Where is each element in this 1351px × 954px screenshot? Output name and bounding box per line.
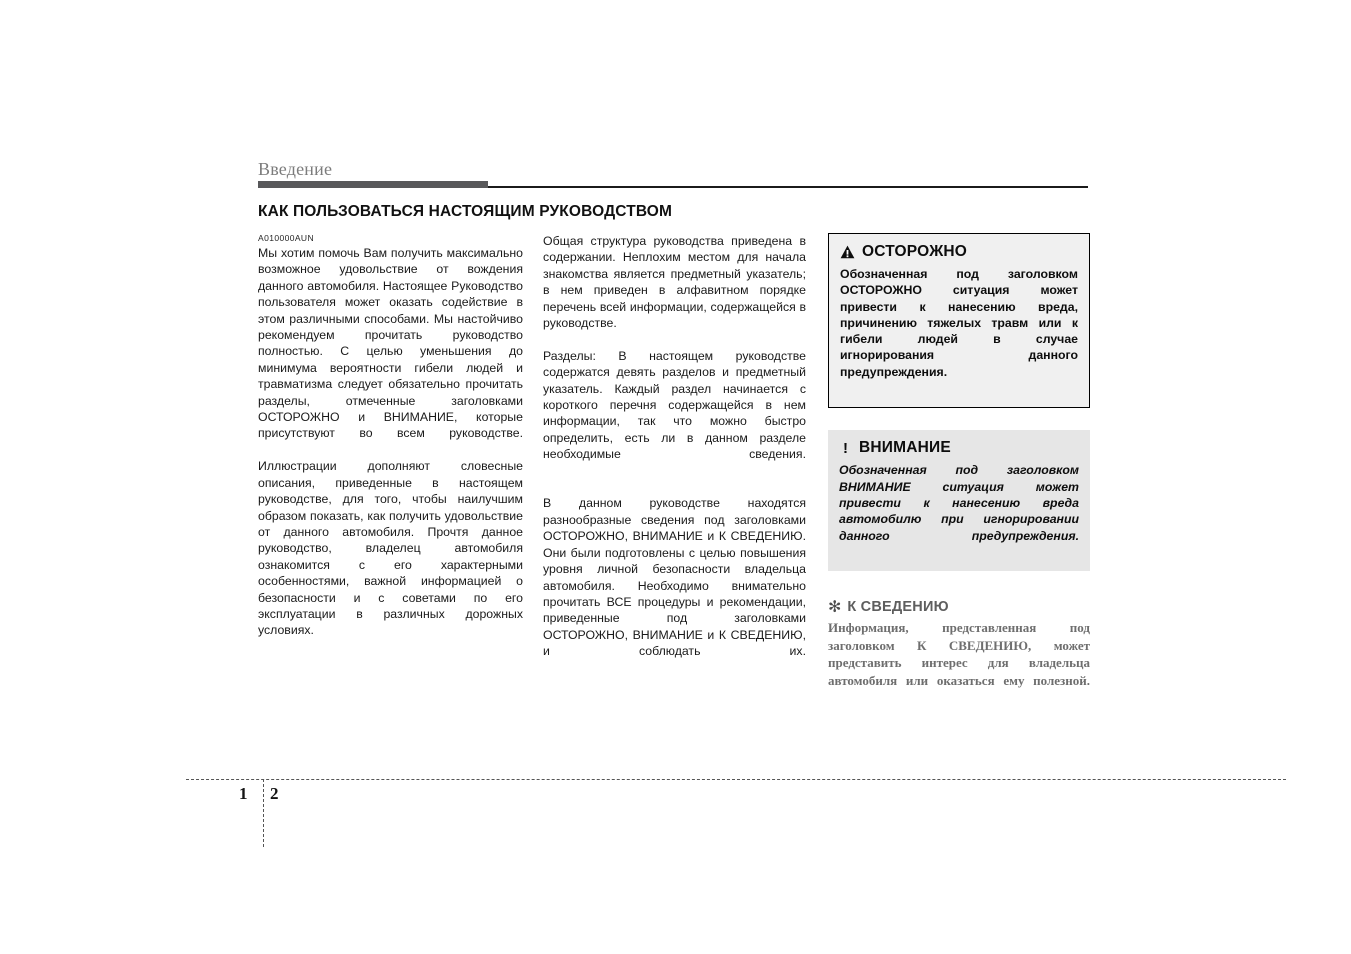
header-rule-thick [258, 181, 488, 188]
header-rule-thin [488, 186, 1088, 188]
warning-box [828, 233, 1090, 408]
page-title: КАК ПОЛЬЗОВАТЬСЯ НАСТОЯЩИМ РУКОВОДСТВОМ [258, 203, 673, 220]
warning-triangle-icon [840, 245, 855, 259]
paragraph: Общая структура руководства приведена в содержании. Неплохим местом для начала знакомства является предметный указатель; в нем приведен в алфавитном порядке перечень всей информации, содержащейся в руководстве. [543, 234, 806, 331]
note-block-header [828, 599, 1090, 615]
exclamation-glyph: ! [843, 440, 848, 458]
caution-box-body: Обозначенная под заголовком ВНИМАНИЕ ситуация может привести к нанесению вреда автомобилю при игнорировании данного предупреждения. [839, 463, 1079, 543]
paragraph: Мы хотим помочь Вам получить максимально возможное удовольствие от вождения данного автомобиля. Настоящее Руководство пользователя может оказать содействие в этом различными способами. Мы настойчиво рекомендуем прочитать руководство полностью. С целью уменьшения до минимума вероятности гибели людей и травматизма следует обязательно прочитать разделы, отмеченные заголовками ОСТОРОЖНО и ВНИМАНИЕ, которые присутствуют во всем руководстве. [258, 246, 523, 441]
note-block-body: Информация, представленная под заголовком К СВЕДЕНИЮ, может представить интерес для владельца автомобиля или оказаться ему полезной. [828, 620, 1090, 688]
paragraph: Разделы: В настоящем руководстве содержатся девять разделов и предметный указатель. Каждый раздел начинается с короткого перечня содержащейся в нем информации, так что можно быстро определить, есть ли в данном разделе необходимые сведения. [543, 348, 806, 462]
paragraph-spacer [543, 479, 806, 495]
notice-column [828, 233, 1090, 707]
warning-box-header [840, 243, 1078, 261]
exclamation-mark-icon [839, 440, 852, 456]
text-column-2 [543, 233, 806, 676]
paragraph: Иллюстрации дополняют словесные описания, приведенные в настоящем руководстве, для того, чтобы наилучшим образом показать, как получить удовольствие от данного автомобиля. Прочтя данное руководство, владелец автомобиля ознакомится с его характерными особенностями, важной информацией о безопасности и с советами по его эксплуатации в различных дорожных условиях. [258, 459, 523, 638]
caution-box-header [839, 439, 1079, 457]
section-header: Введение [258, 159, 333, 179]
page-number: 2 [270, 784, 279, 803]
text-column-1 [258, 233, 523, 655]
caution-box [828, 430, 1090, 571]
footer-vertical-rule [263, 779, 264, 847]
paragraph: В данном руководстве находятся разнообразные сведения под заголовками ОСТОРОЖНО, ВНИМАНИЕ и К СВЕДЕНИЮ. Они были подготовлены с целью повышения уровня личной безопасности владельца автомобиля. Необходимо внимательно прочитать ВСЕ процедуры и рекомендации, приведенные под заголовками ОСТОРОЖНО, ВНИМАНИЕ и К СВЕДЕНИЮ, и соблюдать их. [543, 496, 806, 659]
document-code: A010000AUN [258, 233, 314, 243]
note-block [828, 599, 1090, 707]
footer-horizontal-rule [186, 779, 1286, 780]
caution-box-heading: ВНИМАНИЕ [859, 439, 951, 457]
warning-box-heading: ОСТОРОЖНО [862, 243, 968, 260]
warning-box-body: Обозначенная под заголовком ОСТОРОЖНО ситуация может привести к нанесению вреда, причинению тяжелых травм или к гибели людей в случае игнорирования данного предупреждения. [840, 267, 1078, 379]
chapter-number: 1 [239, 784, 248, 803]
header-rule [258, 181, 1088, 189]
note-block-heading: К СВЕДЕНИЮ [847, 599, 949, 616]
asterisk-icon: ✻ [828, 597, 842, 617]
